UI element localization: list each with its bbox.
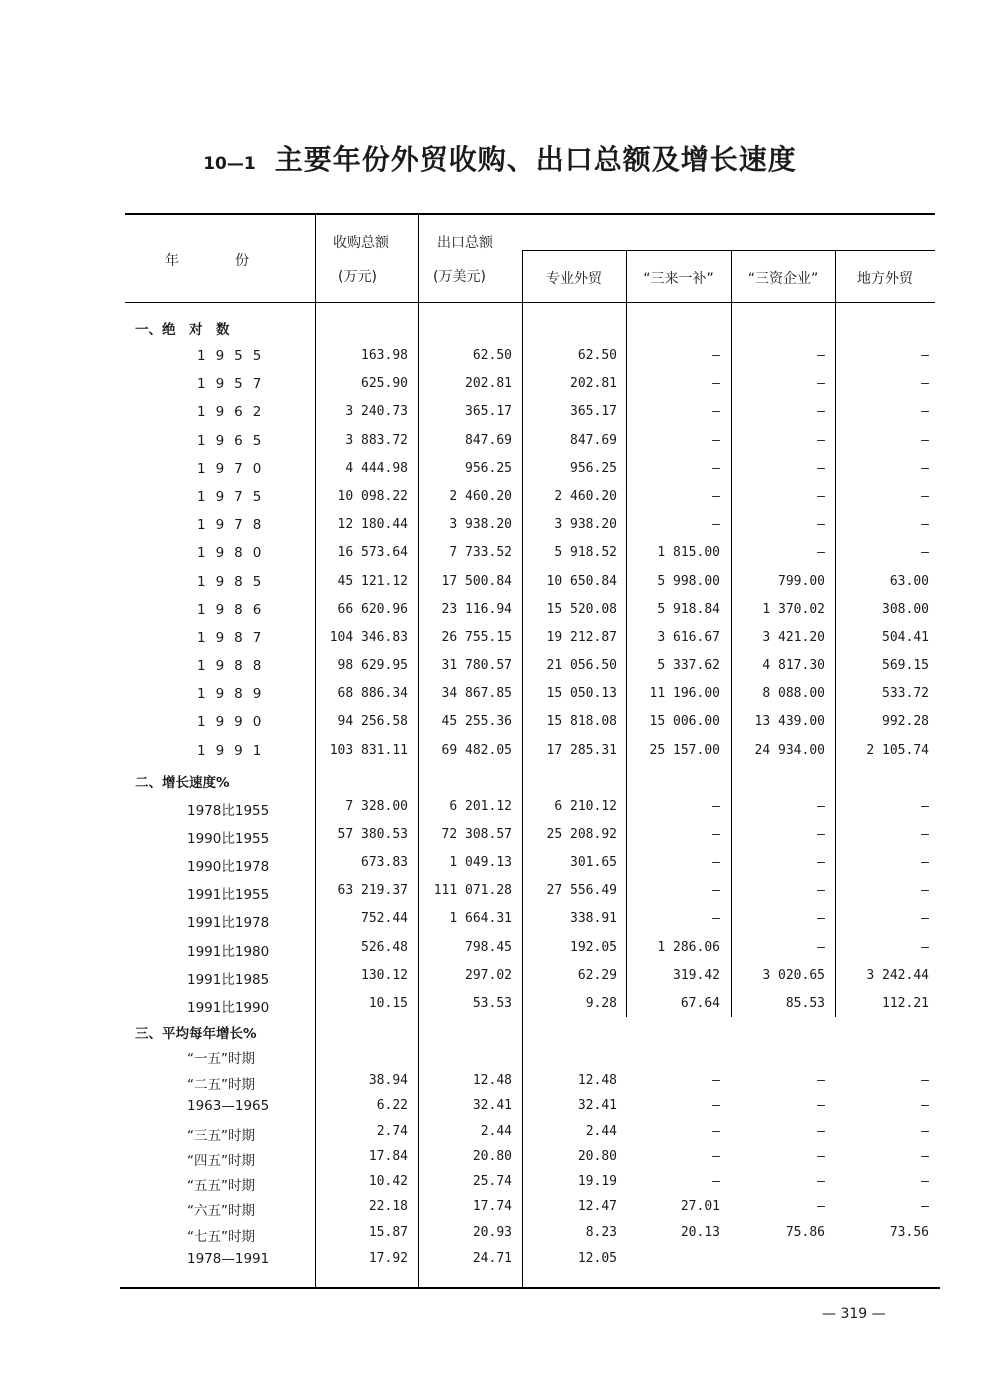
table-cell: 104 346.83 — [329, 630, 408, 645]
table-title: 主要年份外贸收购、出口总额及增长速度 — [274, 143, 797, 176]
table-cell: 11 196.00 — [649, 686, 720, 701]
row-label: 1990 — [197, 714, 272, 730]
table-cell: — — [712, 1073, 720, 1088]
table-cell: 1 286.06 — [657, 940, 720, 955]
table-cell: 21 056.50 — [546, 658, 617, 673]
table-cell: 12.05 — [577, 1251, 617, 1266]
table-cell: — — [817, 517, 825, 532]
table-row — [0, 489, 1000, 511]
table-cell: — — [921, 827, 929, 842]
row-label: 1965 — [197, 433, 272, 449]
row-label: 1989 — [197, 686, 272, 702]
table-cell: — — [712, 433, 720, 448]
table-cell: 25 157.00 — [649, 743, 720, 758]
table-cell: 13 439.00 — [754, 714, 825, 729]
table-cell: 3 883.72 — [345, 433, 408, 448]
table-cell: 1 815.00 — [657, 545, 720, 560]
table-cell: — — [921, 376, 929, 391]
table-cell: — — [921, 883, 929, 898]
table-cell: 12.47 — [577, 1199, 617, 1214]
table-cell: 15 050.13 — [546, 686, 617, 701]
section-heading: 三、平均每年增长% — [135, 1026, 257, 1042]
table-cell: — — [921, 489, 929, 504]
table-row — [0, 1225, 1000, 1247]
section-heading: 一、绝 对 数 — [135, 322, 230, 338]
table-cell: 798.45 — [465, 940, 512, 955]
table-cell: — — [817, 1199, 825, 1214]
table-cell: — — [921, 1149, 929, 1164]
table-cell: 6 210.12 — [554, 799, 617, 814]
row-label: 1975 — [197, 489, 272, 505]
table-row — [0, 630, 1000, 652]
table-row — [0, 686, 1000, 708]
table-row — [0, 376, 1000, 398]
table-cell: — — [921, 433, 929, 448]
table-cell: 73.56 — [889, 1225, 929, 1240]
table-cell: 20.93 — [472, 1225, 512, 1240]
table-cell: 63 219.37 — [337, 883, 408, 898]
table-cell: 111 071.28 — [433, 883, 512, 898]
header-subcol: “三资企业” — [747, 271, 819, 287]
header-year: 年 份 — [165, 253, 249, 269]
table-cell: 10.15 — [368, 996, 408, 1011]
table-cell: 2 105.74 — [866, 743, 929, 758]
table-cell: 5 918.84 — [657, 602, 720, 617]
table-cell: 20.80 — [577, 1149, 617, 1164]
table-cell: — — [921, 348, 929, 363]
table-cell: 2 460.20 — [449, 489, 512, 504]
table-cell: 2.44 — [585, 1124, 617, 1139]
row-label: 1991比1978 — [187, 915, 270, 931]
table-cell: — — [712, 404, 720, 419]
table-cell: — — [921, 517, 929, 532]
header-subcol: 专业外贸 — [546, 271, 602, 287]
table-cell: — — [921, 404, 929, 419]
table-cell: 27 556.49 — [546, 883, 617, 898]
table-cell: 6.22 — [376, 1098, 408, 1113]
table-cell: 1 049.13 — [449, 855, 512, 870]
table-row — [0, 658, 1000, 680]
table-row — [0, 799, 1000, 821]
table-row — [0, 1174, 1000, 1196]
table-cell: 2.74 — [376, 1124, 408, 1139]
table-cell: — — [712, 827, 720, 842]
row-label: 1986 — [197, 602, 272, 618]
table-cell: 7 328.00 — [345, 799, 408, 814]
table-cell: 67.64 — [680, 996, 720, 1011]
table-cell: 103 831.11 — [329, 743, 408, 758]
table-cell: 62.29 — [577, 968, 617, 983]
table-cell: 15.87 — [368, 1225, 408, 1240]
table-cell: — — [712, 883, 720, 898]
table-cell: — — [817, 433, 825, 448]
row-label: 1978 — [197, 517, 272, 533]
table-row — [0, 743, 1000, 765]
table-row — [0, 517, 1000, 539]
table-cell: — — [817, 348, 825, 363]
table-cell: 25.74 — [472, 1174, 512, 1189]
row-label: “三五”时期 — [187, 1128, 255, 1144]
row-label: 1963—1965 — [187, 1098, 270, 1114]
table-cell: 62.50 — [577, 348, 617, 363]
table-cell: 63.00 — [889, 574, 929, 589]
table-cell: 3 242.44 — [866, 968, 929, 983]
table-cell: — — [712, 1124, 720, 1139]
table-cell: 338.91 — [570, 911, 617, 926]
table-cell: 297.02 — [465, 968, 512, 983]
table-cell: 3 240.73 — [345, 404, 408, 419]
row-label: 1987 — [197, 630, 272, 646]
table-cell: 45 255.36 — [441, 714, 512, 729]
row-label: “一五”时期 — [187, 1051, 255, 1067]
table-cell: 673.83 — [361, 855, 408, 870]
header-subcol: 地方外贸 — [857, 271, 913, 287]
table-cell: 32.41 — [472, 1098, 512, 1113]
table-cell: 301.65 — [570, 855, 617, 870]
table-cell: — — [817, 404, 825, 419]
table-cell: 19.19 — [577, 1174, 617, 1189]
table-cell: 10 650.84 — [546, 574, 617, 589]
table-cell: 625.90 — [361, 376, 408, 391]
table-cell: 3 421.20 — [762, 630, 825, 645]
table-cell: 69 482.05 — [441, 743, 512, 758]
table-cell: — — [817, 883, 825, 898]
row-label: 1978—1991 — [187, 1251, 270, 1267]
table-cell: — — [921, 911, 929, 926]
table-row — [0, 968, 1000, 990]
table-cell: — — [921, 940, 929, 955]
table-cell: 308.00 — [882, 602, 929, 617]
row-label: 1957 — [197, 376, 272, 392]
table-cell: 956.25 — [465, 461, 512, 476]
table-cell: — — [712, 911, 720, 926]
table-cell: 365.17 — [465, 404, 512, 419]
table-cell: 112.21 — [882, 996, 929, 1011]
table-cell: 569.15 — [882, 658, 929, 673]
row-label: “四五”时期 — [187, 1153, 255, 1169]
table-cell: — — [817, 940, 825, 955]
table-cell: — — [712, 855, 720, 870]
table-cell: 25 208.92 — [546, 827, 617, 842]
row-label: 1970 — [197, 461, 272, 477]
table-cell: 23 116.94 — [441, 602, 512, 617]
table-cell: — — [817, 1124, 825, 1139]
table-cell: 4 817.30 — [762, 658, 825, 673]
table-cell: 10.42 — [368, 1174, 408, 1189]
table-cell: 75.86 — [785, 1225, 825, 1240]
table-cell: 8.23 — [585, 1225, 617, 1240]
table-cell: 15 006.00 — [649, 714, 720, 729]
table-cell: — — [712, 1149, 720, 1164]
table-cell: 62.50 — [472, 348, 512, 363]
table-cell: 31 780.57 — [441, 658, 512, 673]
table-cell: 319.42 — [673, 968, 720, 983]
table-cell: 17.74 — [472, 1199, 512, 1214]
table-cell: 365.17 — [570, 404, 617, 419]
table-cell: 9.28 — [585, 996, 617, 1011]
table-cell: 12 180.44 — [337, 517, 408, 532]
table-row — [0, 574, 1000, 596]
table-cell: 15 520.08 — [546, 602, 617, 617]
table-cell: 3 938.20 — [554, 517, 617, 532]
table-cell: 68 886.34 — [337, 686, 408, 701]
table-cell: — — [712, 489, 720, 504]
table-cell: — — [817, 799, 825, 814]
row-label: 1978比1955 — [187, 803, 270, 819]
table-cell: 17.84 — [368, 1149, 408, 1164]
table-cell: 12.48 — [577, 1073, 617, 1088]
table-cell: — — [921, 1124, 929, 1139]
table-cell: — — [817, 461, 825, 476]
row-label: 1991比1955 — [187, 887, 270, 903]
table-row — [0, 1022, 1000, 1044]
table-row — [0, 1073, 1000, 1095]
table-cell: — — [921, 1073, 929, 1088]
table-cell: — — [817, 1073, 825, 1088]
table-cell: 15 818.08 — [546, 714, 617, 729]
table-cell: 17 500.84 — [441, 574, 512, 589]
row-label: 1991 — [197, 743, 272, 759]
table-cell: 20.13 — [680, 1225, 720, 1240]
header-export-unit: (万美元) — [433, 269, 486, 285]
table-cell: 2.44 — [480, 1124, 512, 1139]
table-cell: 85.53 — [785, 996, 825, 1011]
table-cell: 3 616.67 — [657, 630, 720, 645]
table-row — [0, 1199, 1000, 1221]
table-cell: — — [817, 376, 825, 391]
table-cell: 1 370.02 — [762, 602, 825, 617]
table-cell: 94 256.58 — [337, 714, 408, 729]
table-cell: 24 934.00 — [754, 743, 825, 758]
table-cell: — — [921, 1174, 929, 1189]
table-cell: 7 733.52 — [449, 545, 512, 560]
table-row — [0, 911, 1000, 933]
table-cell: 45 121.12 — [337, 574, 408, 589]
row-label: “六五”时期 — [187, 1203, 255, 1219]
table-cell: 57 380.53 — [337, 827, 408, 842]
table-cell: 38.94 — [368, 1073, 408, 1088]
table-cell: — — [921, 1199, 929, 1214]
row-label: “七五”时期 — [187, 1229, 255, 1245]
table-cell: — — [921, 545, 929, 560]
table-cell: 163.98 — [361, 348, 408, 363]
table-cell: 24.71 — [472, 1251, 512, 1266]
table-cell: 526.48 — [361, 940, 408, 955]
table-cell: 1 664.31 — [449, 911, 512, 926]
table-cell: 19 212.87 — [546, 630, 617, 645]
table-cell: 17 285.31 — [546, 743, 617, 758]
table-cell: 5 918.52 — [554, 545, 617, 560]
table-cell: — — [921, 855, 929, 870]
row-label: “二五”时期 — [187, 1077, 255, 1093]
table-row — [0, 545, 1000, 567]
table-row — [0, 404, 1000, 426]
table-cell: 5 337.62 — [657, 658, 720, 673]
table-cell: — — [921, 1098, 929, 1113]
row-label: 1991比1990 — [187, 1000, 270, 1016]
row-label: 1991比1980 — [187, 944, 270, 960]
table-cell: — — [712, 348, 720, 363]
table-row — [0, 855, 1000, 877]
table-cell: — — [817, 1174, 825, 1189]
table-cell: 192.05 — [570, 940, 617, 955]
table-row — [0, 940, 1000, 962]
header-export-title: 出口总额 — [437, 235, 493, 251]
table-cell: 956.25 — [570, 461, 617, 476]
table-cell: 130.12 — [361, 968, 408, 983]
table-row — [0, 348, 1000, 370]
table-row — [0, 433, 1000, 455]
table-row — [0, 996, 1000, 1018]
table-cell: 17.92 — [368, 1251, 408, 1266]
table-cell: 8 088.00 — [762, 686, 825, 701]
table-cell: 847.69 — [570, 433, 617, 448]
table-cell: 22.18 — [368, 1199, 408, 1214]
table-cell: 533.72 — [882, 686, 929, 701]
table-cell: — — [817, 545, 825, 560]
table-cell: 12.48 — [472, 1073, 512, 1088]
table-cell: 6 201.12 — [449, 799, 512, 814]
row-label: 1985 — [197, 574, 272, 590]
table-cell: 66 620.96 — [337, 602, 408, 617]
table-cell: — — [817, 1149, 825, 1164]
table-row — [0, 1047, 1000, 1069]
table-cell: 202.81 — [570, 376, 617, 391]
table-row — [0, 1098, 1000, 1120]
table-cell: 16 573.64 — [337, 545, 408, 560]
table-cell: 992.28 — [882, 714, 929, 729]
table-row — [0, 602, 1000, 624]
table-row — [0, 1124, 1000, 1146]
table-row — [0, 1149, 1000, 1171]
table-cell: 20.80 — [472, 1149, 512, 1164]
row-label: 1991比1985 — [187, 972, 270, 988]
table-cell: — — [817, 489, 825, 504]
header-purchase-unit: (万元) — [338, 269, 377, 285]
table-row — [0, 461, 1000, 483]
table-cell: 5 998.00 — [657, 574, 720, 589]
table-cell: — — [817, 911, 825, 926]
table-number: 10—1 — [203, 154, 256, 174]
header-purchase-title: 收购总额 — [333, 235, 389, 251]
table-cell: — — [712, 1098, 720, 1113]
table-cell: 32.41 — [577, 1098, 617, 1113]
table-cell: — — [712, 799, 720, 814]
table-cell: 4 444.98 — [345, 461, 408, 476]
section-heading: 二、增长速度% — [135, 775, 230, 791]
row-label: 1962 — [197, 404, 272, 420]
page-number: — 319 — — [822, 1306, 886, 1322]
table-cell: 2 460.20 — [554, 489, 617, 504]
table-cell: 847.69 — [465, 433, 512, 448]
table-cell: 799.00 — [778, 574, 825, 589]
table-cell: 3 938.20 — [449, 517, 512, 532]
table-cell: — — [921, 799, 929, 814]
table-row — [0, 827, 1000, 849]
table-cell: — — [712, 517, 720, 532]
table-row — [0, 714, 1000, 736]
row-label: 1980 — [197, 545, 272, 561]
table-cell: 34 867.85 — [441, 686, 512, 701]
table-cell: 3 020.65 — [762, 968, 825, 983]
table-cell: — — [712, 461, 720, 476]
row-label: 1990比1955 — [187, 831, 270, 847]
table-cell: — — [817, 1098, 825, 1113]
table-cell: 26 755.15 — [441, 630, 512, 645]
table-cell: — — [921, 461, 929, 476]
table-cell: 10 098.22 — [337, 489, 408, 504]
table-row — [0, 1251, 1000, 1273]
table-cell: — — [817, 855, 825, 870]
table-row — [0, 771, 1000, 793]
table-row — [0, 318, 1000, 340]
table-cell: 752.44 — [361, 911, 408, 926]
row-label: 1988 — [197, 658, 272, 674]
table-cell: 504.41 — [882, 630, 929, 645]
table-row — [0, 883, 1000, 905]
row-label: 1955 — [197, 348, 272, 364]
table-cell: 27.01 — [680, 1199, 720, 1214]
table-cell: 53.53 — [472, 996, 512, 1011]
table-cell: 98 629.95 — [337, 658, 408, 673]
table-cell: — — [817, 827, 825, 842]
row-label: 1990比1978 — [187, 859, 270, 875]
header-subcol: “三来一补” — [643, 271, 714, 287]
table-cell: — — [712, 1174, 720, 1189]
table-cell: 72 308.57 — [441, 827, 512, 842]
table-cell: — — [712, 376, 720, 391]
table-cell: 202.81 — [465, 376, 512, 391]
row-label: “五五”时期 — [187, 1178, 255, 1194]
